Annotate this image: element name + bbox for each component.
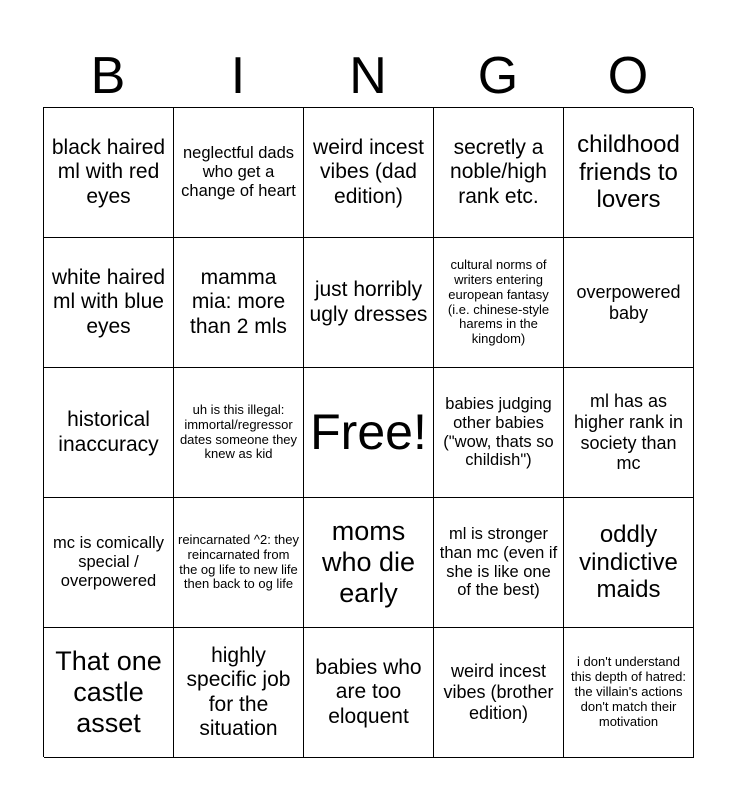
bingo-cell[interactable]: [434, 368, 564, 498]
cell-text: ml has as higher rank in society than mc: [573, 391, 684, 474]
cell-text: highly specific job for the situation: [186, 644, 291, 740]
bingo-cell[interactable]: [564, 368, 694, 498]
header-letter-o: O: [607, 47, 649, 105]
cell-text: secretly a noble/high rank etc.: [450, 136, 547, 208]
bingo-cell[interactable]: [434, 498, 564, 628]
cell-text: just horribly ugly dresses: [309, 278, 428, 326]
free-space-text: Free!: [310, 403, 427, 460]
header-letter-n: N: [349, 47, 387, 105]
bingo-cell[interactable]: [304, 108, 434, 238]
cell-text: i don't understand this depth of hatred: the villain's actions don't match their motivation: [571, 654, 686, 729]
header-letter-i: I: [230, 47, 246, 105]
bingo-cell[interactable]: [434, 628, 564, 758]
cell-text: overpowered baby: [576, 281, 681, 323]
cell-text: uh is this illegal: immortal/regressor dates someone they knew as kid: [179, 401, 298, 462]
cell-text: historical inaccuracy: [58, 408, 159, 456]
bingo-cell[interactable]: [434, 238, 564, 368]
bingo-cell[interactable]: [564, 498, 694, 628]
bingo-cell[interactable]: [564, 628, 694, 758]
bingo-cell[interactable]: [564, 108, 694, 238]
cell-text: neglectful dads who get a change of heart: [181, 144, 296, 200]
bingo-cell[interactable]: [434, 108, 564, 238]
header-letter-b: B: [90, 47, 126, 105]
bingo-cell[interactable]: [44, 628, 174, 758]
cell-text: weird incest vibes (brother edition): [443, 661, 554, 723]
cell-text: childhood friends to lovers: [577, 131, 680, 214]
bingo-cell[interactable]: [304, 238, 434, 368]
cell-text: oddly vindictive maids: [579, 521, 678, 604]
cell-text: moms who die early: [321, 515, 416, 609]
bingo-cell[interactable]: [304, 498, 434, 628]
cell-text: babies judging other babies ("wow, thats so childish"): [443, 394, 554, 470]
cell-text: weird incest vibes (dad edition): [313, 136, 424, 208]
bingo-cell[interactable]: [564, 238, 694, 368]
bingo-board: [43, 107, 693, 757]
cell-text: black haired ml with red eyes: [51, 136, 166, 208]
cell-text: That one castle asset: [55, 645, 162, 739]
cell-text: cultural norms of writers entering european fantasy (i.e. chinese-style harems in the kingdom): [447, 256, 550, 347]
bingo-cell[interactable]: [174, 238, 304, 368]
bingo-cell[interactable]: [44, 368, 174, 498]
bingo-cell[interactable]: [44, 498, 174, 628]
header-letter-g: G: [477, 47, 519, 105]
bingo-free-cell[interactable]: [304, 368, 434, 498]
cell-text: white haired ml with blue eyes: [51, 266, 166, 338]
bingo-header: [43, 44, 693, 108]
bingo-cell[interactable]: [304, 628, 434, 758]
bingo-cell[interactable]: [174, 368, 304, 498]
cell-text: mamma mia: more than 2 mls: [190, 266, 287, 338]
bingo-cell[interactable]: [44, 108, 174, 238]
bingo-cell[interactable]: [174, 628, 304, 758]
cell-text: babies who are too eloquent: [315, 656, 422, 728]
cell-text: mc is comically special / overpowered: [53, 534, 164, 590]
cell-text: reincarnated ^2: they reincarnated from the og life to new life then back to og life: [178, 531, 300, 592]
bingo-cell[interactable]: [174, 498, 304, 628]
cell-text: ml is stronger than mc (even if she is like one of the best): [439, 524, 558, 600]
bingo-cell[interactable]: [44, 238, 174, 368]
bingo-cell[interactable]: [174, 108, 304, 238]
